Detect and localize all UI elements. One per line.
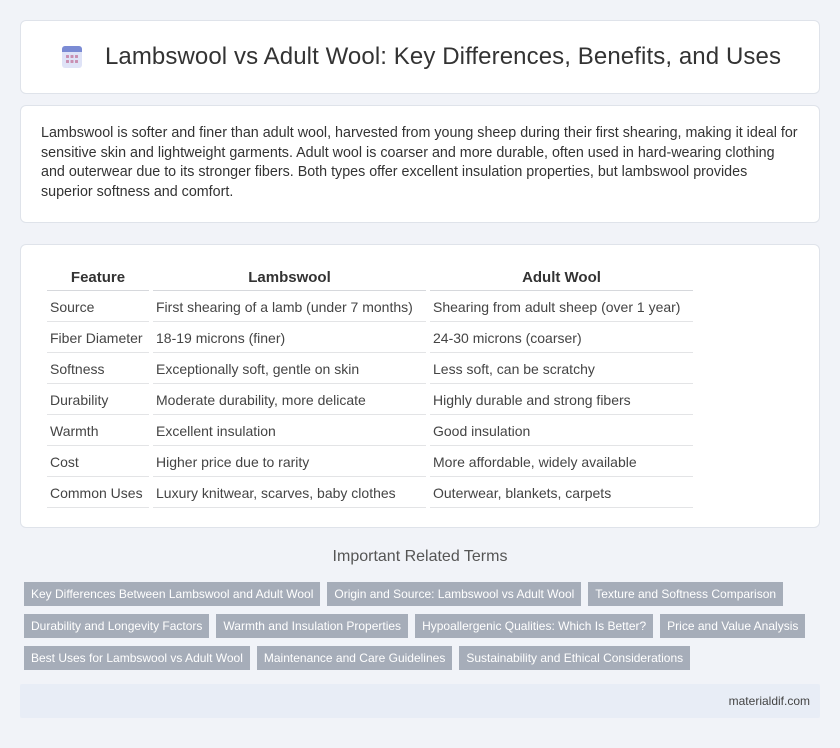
table-cell: Shearing from adult sheep (over 1 year) — [430, 293, 693, 322]
table-row — [47, 417, 693, 446]
comparison-table-card — [20, 244, 820, 528]
header-card — [20, 20, 820, 94]
related-term-link[interactable]: Price and Value Analysis — [660, 614, 805, 638]
related-term-link[interactable]: Best Uses for Lambswool vs Adult Wool — [24, 646, 250, 670]
site-name[interactable]: materialdif.com — [728, 694, 810, 708]
related-term-link[interactable]: Origin and Source: Lambswool vs Adult Wool — [327, 582, 581, 606]
table-row — [47, 448, 693, 477]
related-terms-row — [24, 646, 820, 670]
table-cell: Source — [47, 293, 149, 322]
related-term-link[interactable]: Durability and Longevity Factors — [24, 614, 209, 638]
table-cell: Exceptionally soft, gentle on skin — [153, 355, 426, 384]
intro-card — [20, 105, 820, 223]
table-row — [47, 355, 693, 384]
table-cell: 18-19 microns (finer) — [153, 324, 426, 353]
intro-paragraph: Lambswool is softer and finer than adult wool, harvested from young sheep during their first shearing, making it ideal for sensitive skin and lightweight garments. Adult wool is coarser and more durable, often used in hard-wearing clothing and outerwear due to its stronger fibers. Both types offer excellent insulation properties, but lambswool provides superior softness and comfort. — [41, 125, 798, 200]
related-terms-row — [24, 582, 820, 606]
table-cell: Softness — [47, 355, 149, 384]
table-cell: Cost — [47, 448, 149, 477]
column-header-adult-wool: Adult Wool — [430, 265, 693, 291]
table-cell: Outerwear, blankets, carpets — [430, 479, 693, 508]
related-terms-heading: Important Related Terms — [332, 548, 508, 565]
page-title: Lambswool vs Adult Wool: Key Differences, Benefits, and Uses — [104, 43, 782, 70]
table-header-row — [47, 265, 693, 291]
table-cell: Moderate durability, more delicate — [153, 386, 426, 415]
document-icon — [59, 44, 85, 70]
table-row — [47, 386, 693, 415]
related-term-link[interactable]: Warmth and Insulation Properties — [216, 614, 408, 638]
column-header-feature: Feature — [47, 265, 149, 291]
table-cell: Luxury knitwear, scarves, baby clothes — [153, 479, 426, 508]
comparison-table — [43, 263, 697, 510]
table-cell: Excellent insulation — [153, 417, 426, 446]
table-cell: Highly durable and strong fibers — [430, 386, 693, 415]
table-row — [47, 479, 693, 508]
column-header-lambswool: Lambswool — [153, 265, 426, 291]
related-terms-row — [24, 614, 820, 638]
related-term-link[interactable]: Maintenance and Care Guidelines — [257, 646, 452, 670]
table-row — [47, 293, 693, 322]
table-cell: First shearing of a lamb (under 7 months) — [153, 293, 426, 322]
related-term-link[interactable]: Key Differences Between Lambswool and Adult Wool — [24, 582, 320, 606]
related-term-link[interactable]: Texture and Softness Comparison — [588, 582, 783, 606]
table-cell: Good insulation — [430, 417, 693, 446]
related-term-link[interactable]: Hypoallergenic Qualities: Which Is Better? — [415, 614, 653, 638]
footer — [20, 684, 820, 718]
table-cell: Common Uses — [47, 479, 149, 508]
table-cell: Higher price due to rarity — [153, 448, 426, 477]
table-cell: Less soft, can be scratchy — [430, 355, 693, 384]
table-cell: Fiber Diameter — [47, 324, 149, 353]
related-term-link[interactable]: Sustainability and Ethical Considerations — [459, 646, 690, 670]
table-row — [47, 324, 693, 353]
table-cell: Durability — [47, 386, 149, 415]
table-cell: 24-30 microns (coarser) — [430, 324, 693, 353]
table-cell: Warmth — [47, 417, 149, 446]
table-cell: More affordable, widely available — [430, 448, 693, 477]
